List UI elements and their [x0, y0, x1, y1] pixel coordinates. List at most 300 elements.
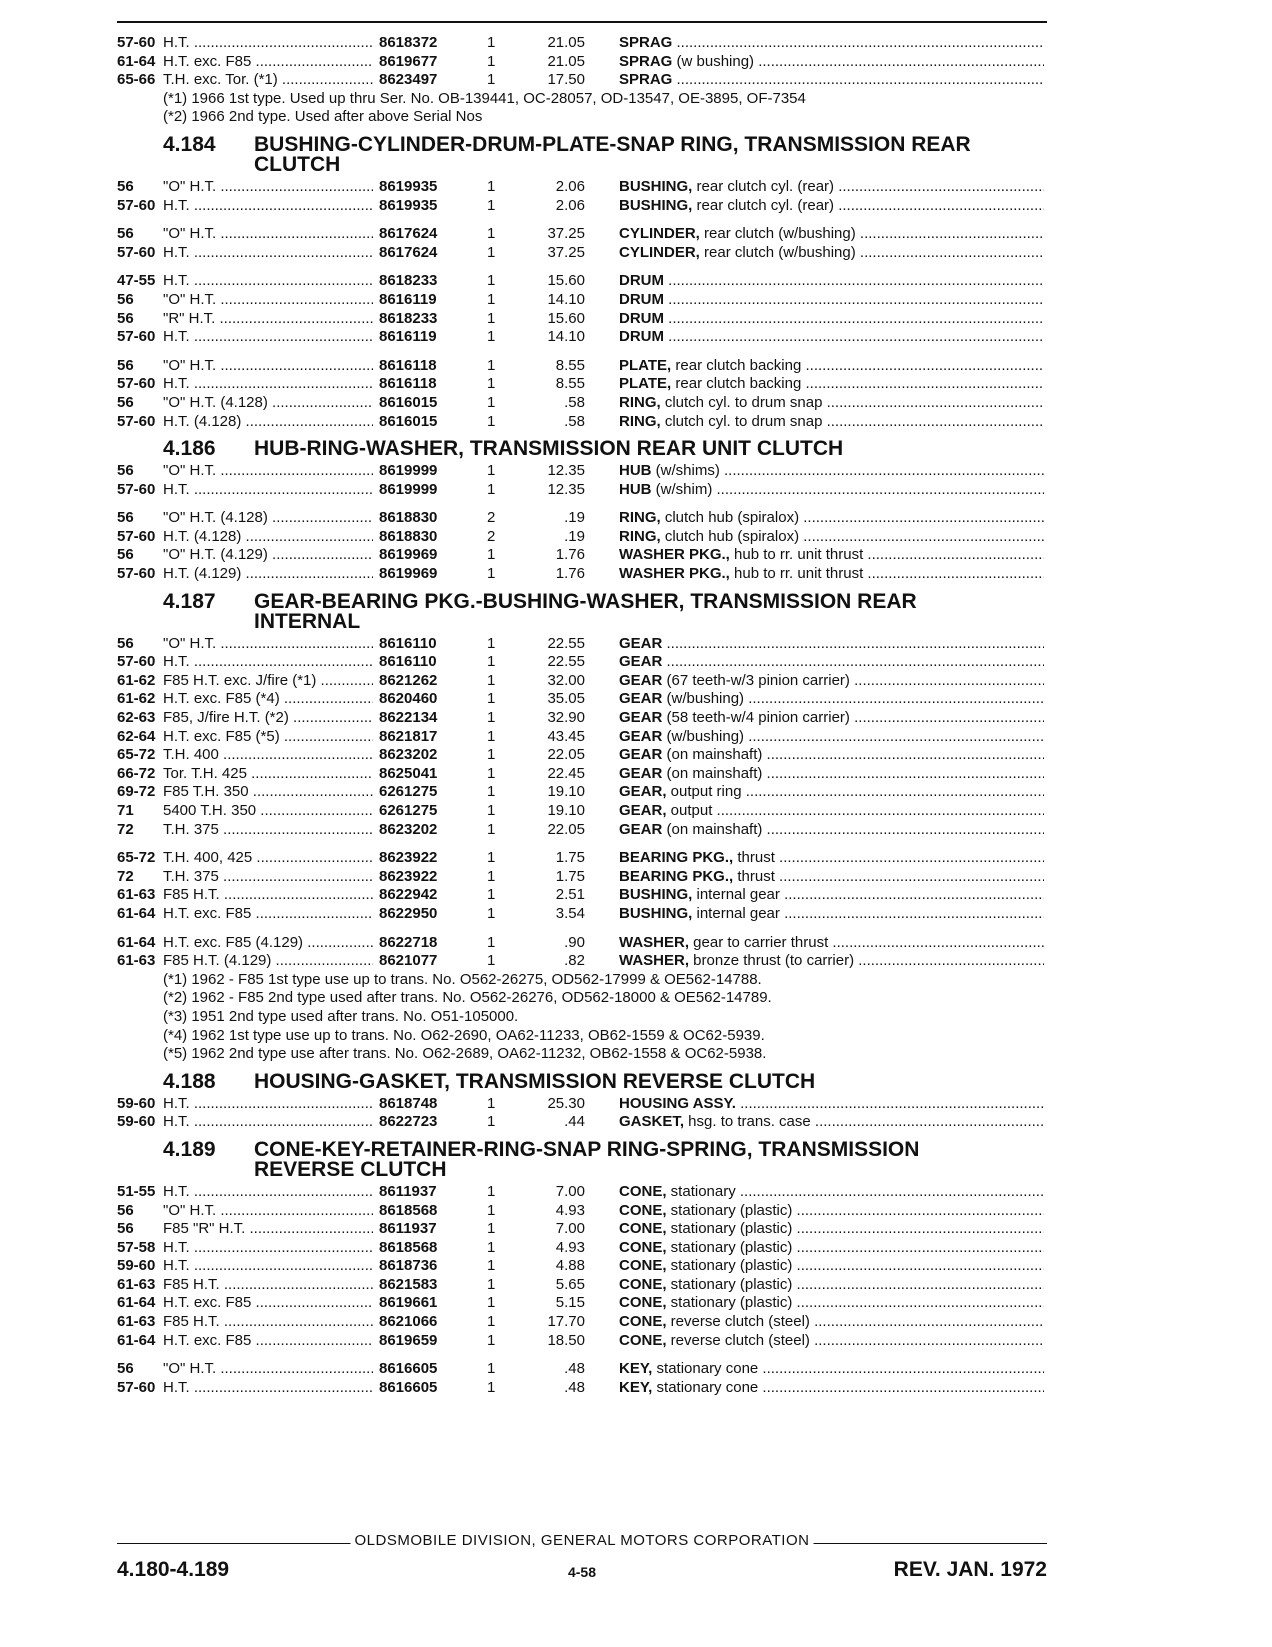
description-name: DRUM	[619, 272, 664, 290]
description	[619, 868, 1044, 887]
quantity: 1	[487, 1113, 496, 1131]
description-detail: (w bushing)	[672, 52, 755, 70]
description	[619, 1257, 1044, 1276]
application: H.T. (4.128) .....	[163, 413, 413, 432]
price: 12.35	[547, 480, 585, 498]
price: 14.10	[547, 328, 585, 346]
price: 1.76	[555, 565, 585, 583]
part-number: 8623202	[373, 821, 469, 840]
quantity: 1	[487, 177, 496, 195]
description-detail: stationary (plastic)	[666, 1294, 793, 1312]
section-title: CONE-KEY-RETAINER-RING-SNAP RING-SPRING, TRANSMISSION REVERSE CLUTCH	[254, 1137, 920, 1181]
price: 3.54	[555, 904, 585, 922]
description-detail: clutch cyl. to drum snap	[660, 393, 823, 411]
description-name: DRUM	[619, 290, 664, 308]
row-gap	[117, 924, 1047, 934]
description-name: GEAR	[619, 653, 663, 671]
part-number: 8611937	[373, 1220, 469, 1239]
part-number: 8623497	[373, 71, 469, 90]
description-name: CONE,	[619, 1201, 667, 1219]
application: H.T. .....	[163, 1183, 413, 1202]
description	[619, 672, 1044, 691]
application: H.T. .....	[163, 653, 413, 672]
price: 25.30	[547, 1094, 585, 1112]
model-years: 61-63	[117, 952, 156, 970]
part-row	[117, 375, 1047, 394]
model-years: 56	[117, 1220, 134, 1238]
model-years: 71	[117, 802, 134, 819]
part-row	[117, 709, 1047, 728]
application: H.T. .....	[163, 375, 413, 394]
description-detail: stationary (plastic)	[666, 1257, 793, 1275]
part-row	[117, 34, 1047, 53]
price: 22.05	[547, 820, 585, 838]
part-row	[117, 546, 1047, 565]
section-number: 4.187	[163, 589, 216, 613]
application: "O" H.T. (4.128) .....	[163, 394, 413, 413]
description	[619, 1202, 1044, 1221]
application: H.T. exc. F85 (4.129) .....	[163, 934, 413, 953]
description	[619, 952, 1044, 971]
description	[619, 886, 1044, 905]
quantity: 1	[487, 653, 496, 671]
part-number: 8618233	[373, 272, 469, 291]
section-number: 4.186	[163, 437, 216, 461]
part-row	[117, 886, 1047, 905]
section-title: HOUSING-GASKET, TRANSMISSION REVERSE CLUTCH	[254, 1069, 816, 1093]
part-number: 8618568	[373, 1239, 469, 1258]
top-rule	[117, 21, 1047, 23]
part-row	[117, 328, 1047, 347]
quantity: 1	[487, 849, 496, 867]
application: F85 H.T. .....	[163, 1313, 413, 1332]
part-number: 8616110	[373, 635, 469, 654]
application: H.T. exc. F85 (*4) .....	[163, 690, 413, 709]
price: 14.10	[547, 290, 585, 308]
price: 18.50	[547, 1331, 585, 1349]
part-row	[117, 868, 1047, 887]
description-name: RING,	[619, 412, 661, 430]
description-detail: (58 teeth-w/4 pinion carrier)	[662, 709, 850, 727]
quantity: 1	[487, 1294, 496, 1312]
description-name: SPRAG	[619, 34, 673, 51]
application: H.T. .....	[163, 1239, 413, 1258]
model-years: 69-72	[117, 783, 156, 801]
price: 15.60	[547, 272, 585, 290]
part-row	[117, 1313, 1047, 1332]
price: 43.45	[547, 727, 585, 745]
quantity: 1	[487, 375, 496, 393]
description-name: CONE,	[619, 1257, 667, 1275]
quantity: 1	[487, 1182, 496, 1200]
price: 1.75	[555, 849, 585, 867]
application: "O" H.T. .....	[163, 462, 413, 481]
model-years: 65-72	[117, 849, 156, 867]
footnote: (*3) 1951 2nd type used after trans. No. O51-105000.	[163, 1007, 519, 1025]
price: 4.93	[555, 1238, 585, 1256]
application: F85 H.T. .....	[163, 886, 413, 905]
part-number: 8619935	[373, 197, 469, 216]
description-name: GEAR,	[619, 802, 667, 819]
description-detail: stationary (plastic)	[666, 1275, 793, 1293]
part-number: 8618830	[373, 509, 469, 528]
part-number: 8619659	[373, 1332, 469, 1351]
model-years: 57-60	[117, 196, 156, 214]
footer-corporation: OLDSMOBILE DIVISION, GENERAL MOTORS CORPORATION	[351, 1532, 814, 1549]
model-years: 57-60	[117, 412, 156, 430]
part-number: 8618830	[373, 528, 469, 547]
description-name: GEAR	[619, 764, 663, 782]
price: .58	[564, 393, 585, 411]
quantity: 1	[487, 933, 496, 951]
description-detail: rear clutch backing	[671, 356, 802, 374]
application: F85, J/fire H.T. (*2) .....	[163, 709, 413, 728]
application: H.T. .....	[163, 34, 413, 53]
description-detail: reverse clutch (steel)	[666, 1331, 810, 1349]
part-row	[117, 1276, 1047, 1295]
quantity: 2	[487, 509, 496, 527]
application: T.H. 375 .....	[163, 868, 413, 887]
description-detail: rear clutch cyl. (rear)	[692, 196, 835, 214]
model-years: 72	[117, 867, 134, 885]
application: "O" H.T. (4.128) .....	[163, 509, 413, 528]
quantity: 1	[487, 225, 496, 243]
model-years: 61-64	[117, 1294, 156, 1312]
model-years: 65-66	[117, 71, 156, 89]
part-row	[117, 1360, 1047, 1379]
row-gap	[117, 839, 1047, 849]
quantity: 1	[487, 196, 496, 214]
description-name: RING,	[619, 509, 661, 527]
part-number: 8619999	[373, 481, 469, 500]
description	[619, 197, 1044, 216]
description-name: GEAR	[619, 746, 663, 764]
description	[619, 53, 1044, 72]
price: .48	[564, 1360, 585, 1378]
description	[619, 1113, 1044, 1132]
model-years: 61-64	[117, 1331, 156, 1349]
part-number: 8618233	[373, 310, 469, 329]
quantity: 1	[487, 764, 496, 782]
price: 32.00	[547, 671, 585, 689]
part-row	[117, 802, 1047, 821]
section-heading	[117, 1137, 1047, 1181]
quantity: 1	[487, 546, 496, 564]
description	[619, 291, 1044, 310]
description-detail: hsg. to trans. case	[684, 1113, 811, 1131]
description-name: DRUM	[619, 309, 664, 327]
part-number: 8616118	[373, 357, 469, 376]
description-detail: thrust	[733, 849, 775, 867]
row-gap	[117, 1350, 1047, 1360]
quantity: 1	[487, 52, 496, 70]
description-detail: (w/shims)	[651, 462, 720, 480]
part-row	[117, 291, 1047, 310]
quantity: 1	[487, 1313, 496, 1331]
description-detail: gear to carrier thrust	[689, 933, 829, 951]
model-years: 56	[117, 177, 134, 195]
description-name: BEARING PKG.,	[619, 849, 734, 867]
price: 8.55	[555, 375, 585, 393]
part-number: 8616119	[373, 328, 469, 347]
description-name: HUB	[619, 480, 652, 498]
description-detail: reverse clutch (steel)	[666, 1313, 810, 1331]
price: 17.50	[547, 71, 585, 89]
quantity: 1	[487, 34, 496, 51]
price: 22.55	[547, 653, 585, 671]
quantity: 1	[487, 1220, 496, 1238]
description-detail: bronze thrust (to carrier)	[689, 952, 855, 970]
description-detail: internal gear	[692, 886, 780, 904]
description-name: CYLINDER,	[619, 225, 700, 243]
model-years: 57-60	[117, 480, 156, 498]
application: "O" H.T. .....	[163, 1202, 413, 1221]
part-number: 8622723	[373, 1113, 469, 1132]
description-name: BUSHING,	[619, 196, 693, 214]
quantity: 1	[487, 783, 496, 801]
description	[619, 690, 1044, 709]
price: 17.70	[547, 1313, 585, 1331]
description-name: GEAR	[619, 820, 663, 838]
description-name: HUB	[619, 462, 652, 480]
footer-section-range: 4.180-4.189	[117, 1558, 230, 1581]
footnote: (*1) 1966 1st type. Used up thru Ser. No. OB-139441, OC-28057, OD-13547, OE-3895, OF-7354	[163, 89, 806, 107]
quantity: 1	[487, 412, 496, 430]
description-name: GASKET,	[619, 1113, 685, 1131]
description	[619, 821, 1044, 840]
part-row	[117, 653, 1047, 672]
part-row	[117, 728, 1047, 747]
description	[619, 509, 1044, 528]
application: "R" H.T. .....	[163, 310, 413, 329]
description-detail: (w/bushing)	[662, 690, 745, 708]
model-years: 57-60	[117, 527, 156, 545]
description	[619, 746, 1044, 765]
description	[619, 375, 1044, 394]
description-name: GEAR	[619, 634, 663, 652]
description-detail: clutch hub (spiralox)	[660, 509, 800, 527]
section-number: 4.184	[163, 132, 216, 156]
part-row	[117, 272, 1047, 291]
part-row	[117, 71, 1047, 90]
row-gap	[117, 262, 1047, 272]
model-years: 66-72	[117, 764, 156, 782]
description-detail: stationary cone	[652, 1378, 759, 1396]
price: .19	[564, 527, 585, 545]
description-detail: internal gear	[692, 904, 780, 922]
description-detail: thrust	[733, 867, 775, 885]
model-years: 56	[117, 1201, 134, 1219]
application: H.T. .....	[163, 1257, 413, 1276]
part-row	[117, 690, 1047, 709]
description	[619, 783, 1044, 802]
description	[619, 849, 1044, 868]
price: 37.25	[547, 225, 585, 243]
application: "O" H.T. .....	[163, 291, 413, 310]
part-number: 8618372	[373, 34, 469, 53]
description	[619, 1276, 1044, 1295]
description-name: WASHER PKG.,	[619, 565, 730, 583]
price: 2.06	[555, 196, 585, 214]
part-row	[117, 1095, 1047, 1114]
part-row	[117, 244, 1047, 263]
description-name: SPRAG	[619, 71, 673, 89]
description	[619, 310, 1044, 329]
model-years: 61-64	[117, 933, 156, 951]
part-number: 8617624	[373, 225, 469, 244]
description-detail: stationary (plastic)	[666, 1238, 793, 1256]
description-name: GEAR	[619, 690, 663, 708]
application: H.T. .....	[163, 197, 413, 216]
model-years: 61-63	[117, 1313, 156, 1331]
quantity: 1	[487, 480, 496, 498]
application: H.T. .....	[163, 1379, 413, 1398]
part-number: 8623922	[373, 868, 469, 887]
part-row	[117, 934, 1047, 953]
description	[619, 1332, 1044, 1351]
model-years: 57-60	[117, 243, 156, 261]
part-number: 8619999	[373, 462, 469, 481]
part-number: 8619677	[373, 53, 469, 72]
price: 15.60	[547, 309, 585, 327]
price: 35.05	[547, 690, 585, 708]
description-name: BUSHING,	[619, 886, 693, 904]
part-row	[117, 952, 1047, 971]
part-number: 8616119	[373, 291, 469, 310]
section-heading	[117, 1069, 1047, 1093]
quantity: 1	[487, 356, 496, 374]
quantity: 1	[487, 1378, 496, 1396]
description-detail: stationary (plastic)	[666, 1220, 793, 1238]
footnote: (*1) 1962 - F85 1st type use up to trans. No. O562-26275, OD562-17999 & OE562-14788.	[163, 970, 762, 988]
quantity: 1	[487, 393, 496, 411]
part-row	[117, 197, 1047, 216]
part-number: 8618736	[373, 1257, 469, 1276]
quantity: 1	[487, 243, 496, 261]
description-name: CONE,	[619, 1182, 667, 1200]
row-gap	[117, 347, 1047, 357]
part-row	[117, 1239, 1047, 1258]
price: .19	[564, 509, 585, 527]
section-heading	[117, 589, 1047, 633]
description-name: WASHER,	[619, 952, 690, 970]
description-detail: (w/shim)	[651, 480, 713, 498]
description-name: BEARING PKG.,	[619, 867, 734, 885]
part-row	[117, 462, 1047, 481]
price: 19.10	[547, 783, 585, 801]
part-number: 8620460	[373, 690, 469, 709]
application: "O" H.T. .....	[163, 635, 413, 654]
price: 1.75	[555, 867, 585, 885]
description-detail: stationary cone	[652, 1360, 759, 1378]
model-years: 56	[117, 634, 134, 652]
price: .58	[564, 412, 585, 430]
description	[619, 413, 1044, 432]
model-years: 51-55	[117, 1182, 156, 1200]
part-number: 8611937	[373, 1183, 469, 1202]
footer-revision: REV. JAN. 1972	[893, 1558, 1047, 1581]
footnote: (*2) 1966 2nd type. Used after above Serial Nos	[163, 108, 483, 126]
quantity: 1	[487, 1238, 496, 1256]
application: "O" H.T. .....	[163, 225, 413, 244]
description-detail: (on mainshaft)	[662, 820, 763, 838]
part-number: 8623202	[373, 746, 469, 765]
quantity: 1	[487, 746, 496, 764]
part-row	[117, 1202, 1047, 1221]
part-number: 8618748	[373, 1095, 469, 1114]
description-name: RING,	[619, 527, 661, 545]
description	[619, 802, 1044, 821]
part-number: 8617624	[373, 244, 469, 263]
part-number: 8622942	[373, 886, 469, 905]
quantity: 1	[487, 690, 496, 708]
application: H.T. .....	[163, 1095, 413, 1114]
model-years: 56	[117, 225, 134, 243]
part-number: 8619969	[373, 565, 469, 584]
part-number: 8622950	[373, 905, 469, 924]
description-detail: (w/bushing)	[662, 727, 745, 745]
description	[619, 728, 1044, 747]
model-years: 56	[117, 393, 134, 411]
section-heading	[117, 439, 1047, 459]
application: H.T. .....	[163, 481, 413, 500]
description	[619, 481, 1044, 500]
section-title: GEAR-BEARING PKG.-BUSHING-WASHER, TRANSMISSION REAR INTERNAL	[254, 589, 917, 633]
description-name: DRUM	[619, 328, 664, 346]
description	[619, 1313, 1044, 1332]
part-number: 8622718	[373, 934, 469, 953]
model-years: 59-60	[117, 1257, 156, 1275]
part-row	[117, 1379, 1047, 1398]
model-years: 56	[117, 1360, 134, 1378]
description-name: SPRAG	[619, 52, 673, 70]
part-number: 8619969	[373, 546, 469, 565]
price: 22.45	[547, 764, 585, 782]
part-row	[117, 1294, 1047, 1313]
row-gap	[117, 215, 1047, 225]
part-number: 8621817	[373, 728, 469, 747]
application: T.H. 375 .....	[163, 821, 413, 840]
model-years: 57-60	[117, 1378, 156, 1396]
application: H.T. exc. F85 .....	[163, 53, 413, 72]
price: 37.25	[547, 243, 585, 261]
quantity: 1	[487, 952, 496, 970]
price: 12.35	[547, 462, 585, 480]
model-years: 65-72	[117, 746, 156, 764]
description	[619, 1095, 1044, 1114]
part-number: 8616110	[373, 653, 469, 672]
quantity: 1	[487, 867, 496, 885]
price: .82	[564, 952, 585, 970]
part-row	[117, 765, 1047, 784]
application: F85 H.T. (4.129) .....	[163, 952, 413, 971]
section-number: 4.189	[163, 1137, 216, 1161]
part-number: 8621583	[373, 1276, 469, 1295]
description-name: CONE,	[619, 1313, 667, 1331]
application: T.H. exc. Tor. (*1) .....	[163, 71, 413, 90]
part-number: 8616015	[373, 394, 469, 413]
description	[619, 1360, 1044, 1379]
model-years: 56	[117, 509, 134, 527]
model-years: 56	[117, 309, 134, 327]
quantity: 1	[487, 328, 496, 346]
description	[619, 225, 1044, 244]
description-detail: rear clutch backing	[671, 375, 802, 393]
part-number: 8616605	[373, 1379, 469, 1398]
part-number: 8618568	[373, 1202, 469, 1221]
part-row	[117, 905, 1047, 924]
footnote: (*4) 1962 1st type use up to trans. No. O62-2690, OA62-11233, OB62-1559 & OC62-5939.	[163, 1026, 765, 1044]
